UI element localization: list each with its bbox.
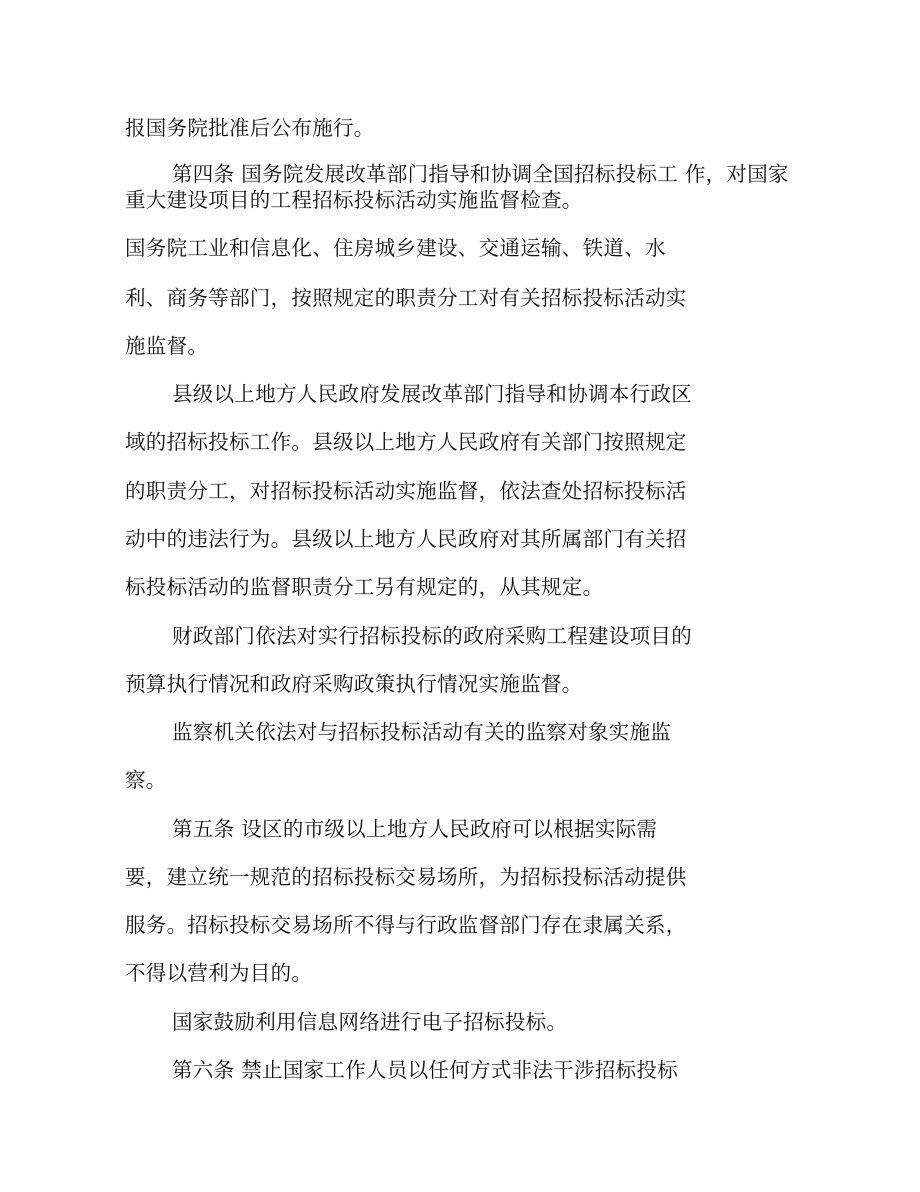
- article-6-heading-line: 第六条 禁止国家工作人员以任何方式非法干涉招标投标: [172, 1058, 679, 1082]
- text-line: 要，建立统一规范的招标投标交易场所，为招标投标活动提供: [125, 865, 687, 889]
- text-line: 察。: [125, 768, 167, 792]
- text-line: 服务。招标投标交易场所不得与行政监督部门存在隶属关系，: [125, 913, 687, 937]
- text-line: 标投标活动的监督职责分工另有规定的，从其规定。: [125, 575, 604, 599]
- text-line: 国务院工业和信息化、住房城乡建设、交通运输、铁道、水: [125, 236, 666, 260]
- article-5-heading-line: 第五条 设区的市级以上地方人民政府可以根据实际需: [172, 817, 658, 841]
- text-line: 不得以营利为目的。: [125, 961, 313, 985]
- text-line: 域的招标投标工作。县级以上地方人民政府有关部门按照规定: [125, 430, 687, 454]
- paragraph-start-line: 监察机关依法对与招标投标活动有关的监察对象实施监: [172, 720, 672, 744]
- text-line: 动中的违法行为。县级以上地方人民政府对其所属部门有关招: [125, 527, 687, 551]
- text-line: 预算执行情况和政府采购政策执行情况实施监督。: [125, 672, 583, 696]
- paragraph-start-line: 县级以上地方人民政府发展改革部门指导和协调本行政区: [172, 382, 692, 406]
- text-line: 重大建设项目的工程招标投标活动实施监督检查。: [125, 188, 583, 212]
- paragraph-start-line: 财政部门依法对实行招标投标的政府采购工程建设项目的: [172, 624, 692, 648]
- paragraph-start-line: 国家鼓励利用信息网络进行电子招标投标。: [172, 1010, 568, 1034]
- article-4-heading-line: 第四条 国务院发展改革部门指导和协调全国招标投标工 作，对国家: [172, 162, 789, 186]
- text-line: 利、商务等部门，按照规定的职责分工对有关招标投标活动实: [125, 286, 687, 310]
- text-line: 的职责分工，对招标投标活动实施监督，依法查处招标投标活: [125, 479, 687, 503]
- text-line: 报国务院批准后公布施行。: [125, 116, 375, 140]
- text-line: 施监督。: [125, 334, 209, 358]
